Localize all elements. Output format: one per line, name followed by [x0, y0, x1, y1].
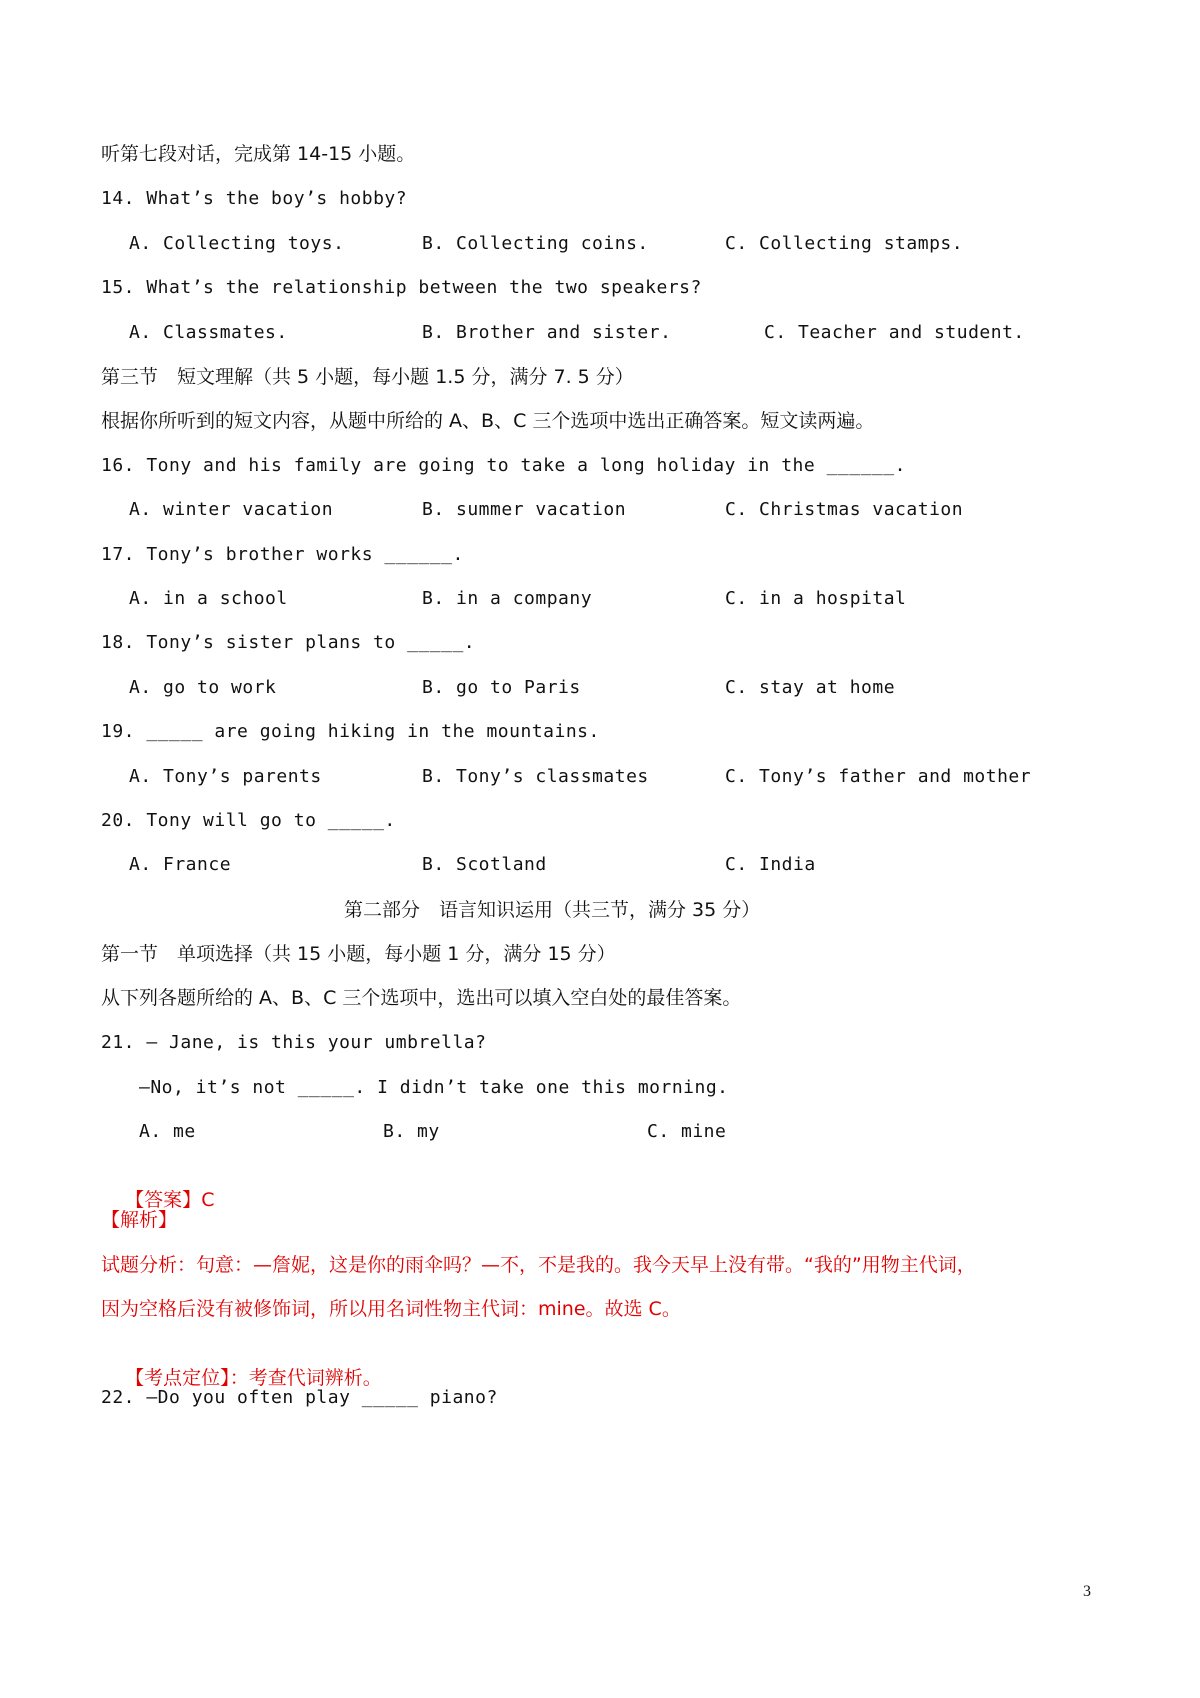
question-19-option-b: B. Tony’s classmates — [422, 766, 649, 787]
question-16-option-c: C. Christmas vacation — [725, 499, 964, 520]
question-21-reply: —No, it’s not _____. I didn’t take one this morning. — [139, 1077, 729, 1098]
question-17-stem: 17. Tony’s brother works ______. — [101, 544, 464, 565]
part-2-section-1-instruction: 从下列各题所给的 A、B、C 三个选项中，选出可以填入空白处的最佳答案。 — [101, 987, 742, 1009]
question-19-option-a: A. Tony’s parents — [129, 766, 322, 787]
question-19-stem: 19. _____ are going hiking in the mountains. — [101, 721, 600, 742]
question-20-option-b: B. Scotland — [422, 854, 547, 875]
answer-label: 【答案】 — [125, 1189, 202, 1211]
question-20-stem: 20. Tony will go to _____. — [101, 810, 396, 831]
question-16-stem: 16. Tony and his family are going to take a long holiday in the ______. — [101, 455, 906, 476]
kaodian-text: ：考查代词辨析。 — [229, 1367, 382, 1389]
question-21-option-b: B. my — [383, 1121, 440, 1142]
question-16-option-a: A. winter vacation — [129, 499, 334, 520]
question-18-option-c: C. stay at home — [725, 677, 896, 698]
question-20-option-a: A. France — [129, 854, 232, 875]
page-number: 3 — [1083, 1583, 1091, 1600]
question-22-stem: 22. —Do you often play _____ piano? — [101, 1387, 498, 1408]
analysis-line-1: 试题分析：句意：—詹妮，这是你的雨伞吗？—不，不是我的。我今天早上没有带。“我的”用物主代词， — [101, 1254, 976, 1276]
question-17-option-c: C. in a hospital — [725, 588, 907, 609]
question-20-option-c: C. India — [725, 854, 816, 875]
question-14-option-a: A. Collecting toys. — [129, 233, 345, 254]
question-14-option-c: C. Collecting stamps. — [725, 233, 964, 254]
question-18-stem: 18. Tony’s sister plans to _____. — [101, 632, 476, 653]
question-18-option-b: B. go to Paris — [422, 677, 581, 698]
kaodian-label: 【考点定位】 — [125, 1367, 230, 1389]
question-15-option-b: B. Brother and sister. — [422, 322, 672, 343]
question-18-option-a: A. go to work — [129, 677, 277, 698]
section-3-instruction: 根据你所听到的短文内容，从题中所给的 A、B、C 三个选项中选出正确答案。短文读两遍。 — [101, 410, 875, 432]
analysis-label: 【解析】 — [101, 1209, 178, 1231]
question-17-option-b: B. in a company — [422, 588, 593, 609]
question-21-option-a: A. me — [139, 1121, 196, 1142]
question-14-option-b: B. Collecting coins. — [422, 233, 649, 254]
question-21-stem: 21. — Jane, is this your umbrella? — [101, 1032, 487, 1053]
question-16-option-b: B. summer vacation — [422, 499, 627, 520]
question-19-option-c: C. Tony’s father and mother — [725, 766, 1032, 787]
part-2-title: 第二部分 语言知识运用（共三节，满分 35 分） — [344, 899, 761, 921]
question-21-option-c: C. mine — [647, 1121, 727, 1142]
question-14-stem: 14. What’s the boy’s hobby? — [101, 188, 408, 209]
analysis-line-2: 因为空格后没有被修饰词，所以用名词性物主代词：mine。故选 C。 — [101, 1298, 681, 1320]
answer-value: C — [201, 1189, 215, 1211]
section-3-title: 第三节 短文理解（共 5 小题，每小题 1.5 分，满分 7. 5 分） — [101, 366, 634, 388]
listening-7-instruction: 听第七段对话，完成第 14-15 小题。 — [101, 143, 416, 165]
question-15-stem: 15. What’s the relationship between the two speakers? — [101, 277, 702, 298]
question-15-option-c: C. Teacher and student. — [764, 322, 1025, 343]
question-17-option-a: A. in a school — [129, 588, 288, 609]
question-15-option-a: A. Classmates. — [129, 322, 288, 343]
part-2-section-1-title: 第一节 单项选择（共 15 小题，每小题 1 分，满分 15 分） — [101, 943, 616, 965]
